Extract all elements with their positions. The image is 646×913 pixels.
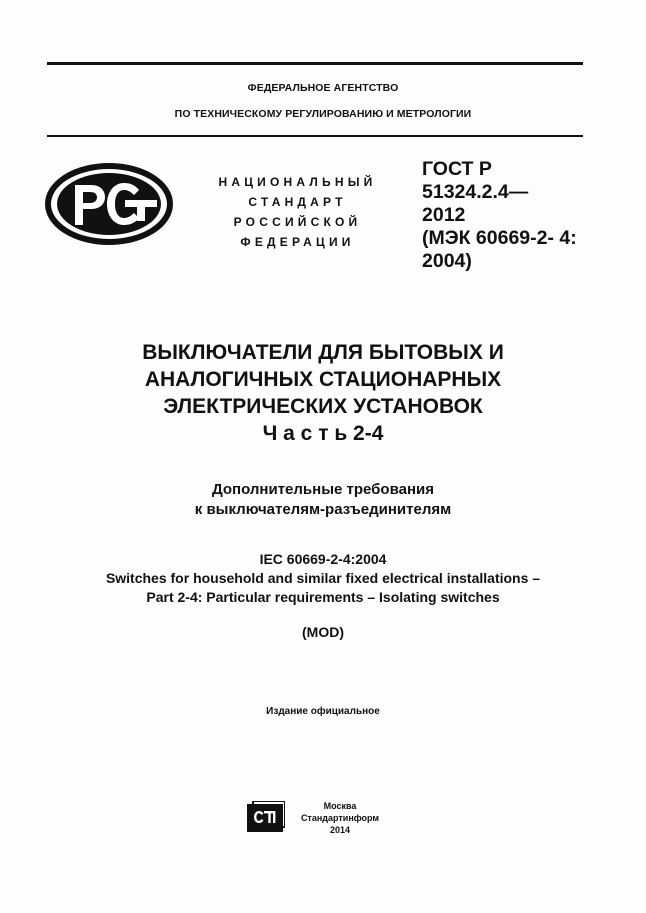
- natl-line-1: НАЦИОНАЛЬНЫЙ: [218, 175, 377, 189]
- natl-line-4: ФЕДЕРАЦИИ: [240, 235, 355, 249]
- designation-line-3: 2012: [422, 204, 466, 226]
- iec-reference: [0, 550, 646, 607]
- natl-line-2: СТАНДАРТ: [248, 195, 347, 209]
- mod-label: (MOD): [302, 624, 344, 640]
- title-part: Ч а с т ь 2-4: [262, 422, 384, 445]
- iec-title-line-2: Part 2-4: Particular requirements – Isolating switches: [146, 589, 500, 605]
- subtitle-line-1: Дополнительные требования: [212, 481, 434, 498]
- publisher-block: [295, 800, 385, 836]
- header-rule: [47, 135, 583, 137]
- designation-line-1: ГОСТ Р: [422, 158, 492, 180]
- publisher-city: Москва: [323, 801, 357, 811]
- standartinform-logo-icon: [247, 801, 285, 833]
- designation-line-4: (МЭК 60669-2- 4:: [422, 227, 577, 249]
- subtitle-line-2: к выключателям-разъединителям: [194, 501, 452, 518]
- rst-logo-icon: [45, 163, 173, 245]
- publisher-year: 2014: [329, 825, 351, 835]
- natl-line-3: РОССИЙСКОЙ: [233, 215, 362, 229]
- agency-line-2: ПО ТЕХНИЧЕСКОМУ РЕГУЛИРОВАНИЮ И МЕТРОЛОГИИ: [174, 108, 472, 120]
- top-rule: [47, 62, 583, 65]
- national-standard-label: [190, 172, 405, 252]
- gost-designation: [422, 158, 602, 273]
- edition-label: Издание официальное: [266, 706, 380, 717]
- title-line-3: ЭЛЕКТРИЧЕСКИХ УСТАНОВОК: [163, 395, 483, 418]
- publisher-name: Стандартинформ: [300, 813, 380, 823]
- designation-line-5: 2004): [422, 250, 472, 272]
- designation-line-2: 51324.2.4—: [422, 181, 529, 203]
- title-line-1: ВЫКЛЮЧАТЕЛИ ДЛЯ БЫТОВЫХ И: [142, 341, 504, 364]
- iec-number: IEC 60669-2-4:2004: [259, 551, 387, 567]
- document-title: [0, 339, 646, 447]
- agency-line-1: ФЕДЕРАЛЬНОЕ АГЕНТСТВО: [247, 82, 399, 94]
- iec-title-line-1: Switches for household and similar fixed electrical installations –: [105, 570, 541, 586]
- document-subtitle: [0, 480, 646, 520]
- title-line-2: АНАЛОГИЧНЫХ СТАЦИОНАРНЫХ: [144, 368, 502, 391]
